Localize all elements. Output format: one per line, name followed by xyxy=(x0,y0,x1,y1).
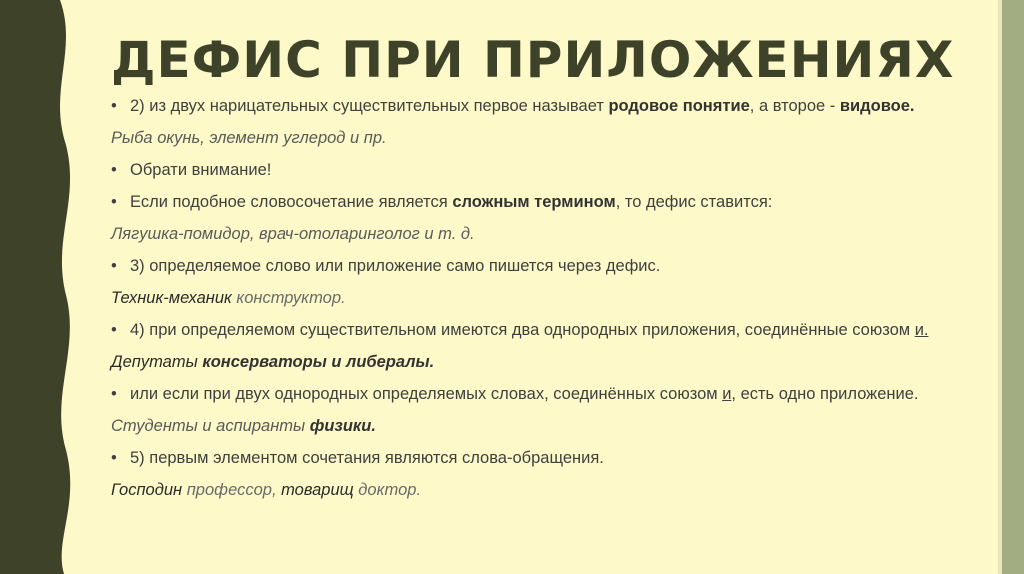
example-fish: Рыба окунь, элемент углерод и пр. xyxy=(111,129,387,147)
slide-content xyxy=(111,96,971,512)
slide-title: ДЕФИС ПРИ ПРИЛОЖЕНИЯХ xyxy=(111,31,955,89)
bullet-dot-icon: • xyxy=(111,97,117,115)
bullet-dot-icon: • xyxy=(111,321,117,339)
bullet-generic-concept: • 2) из двух нарицательных существительных первое называет родовое понятие, а второе - видовое. xyxy=(111,97,915,115)
example-mister-professor: Господин профессор, товарищ доктор. xyxy=(111,481,422,499)
bullet-homogeneous-defined: • или если при двух однородных определяемых словах, соединённых союзом и, есть одно приложение. xyxy=(111,385,919,403)
bullet-homogeneous-appositions: • 4) при определяемом существительном имеются два однородных приложения, соединённые союзом и. xyxy=(111,321,929,339)
bullet-hyphenated-word: • 3) определяемое слово или приложение само пишется через дефис. xyxy=(111,257,661,275)
bullet-dot-icon: • xyxy=(111,193,117,211)
bullet-dot-icon: • xyxy=(111,385,117,403)
bullet-dot-icon: • xyxy=(111,161,117,179)
right-band xyxy=(1002,0,1024,574)
bullet-dot-icon: • xyxy=(111,257,117,275)
bullet-complex-term: • Если подобное словосочетание является сложным термином, то дефис ставится: xyxy=(111,193,773,211)
bullet-address-words: • 5) первым элементом сочетания являются слова-обращения. xyxy=(111,449,604,467)
example-students: Студенты и аспиранты физики. xyxy=(111,417,376,435)
example-technician: Техник-механик конструктор. xyxy=(111,289,346,307)
bullet-attention: • Обрати внимание! xyxy=(111,161,272,179)
bullet-dot-icon: • xyxy=(111,449,117,467)
example-frog: Лягушка-помидор, врач-отоларинголог и т. д. xyxy=(111,225,475,243)
left-wavy-band xyxy=(0,0,80,574)
example-deputies: Депутаты консерваторы и либералы. xyxy=(111,353,435,371)
